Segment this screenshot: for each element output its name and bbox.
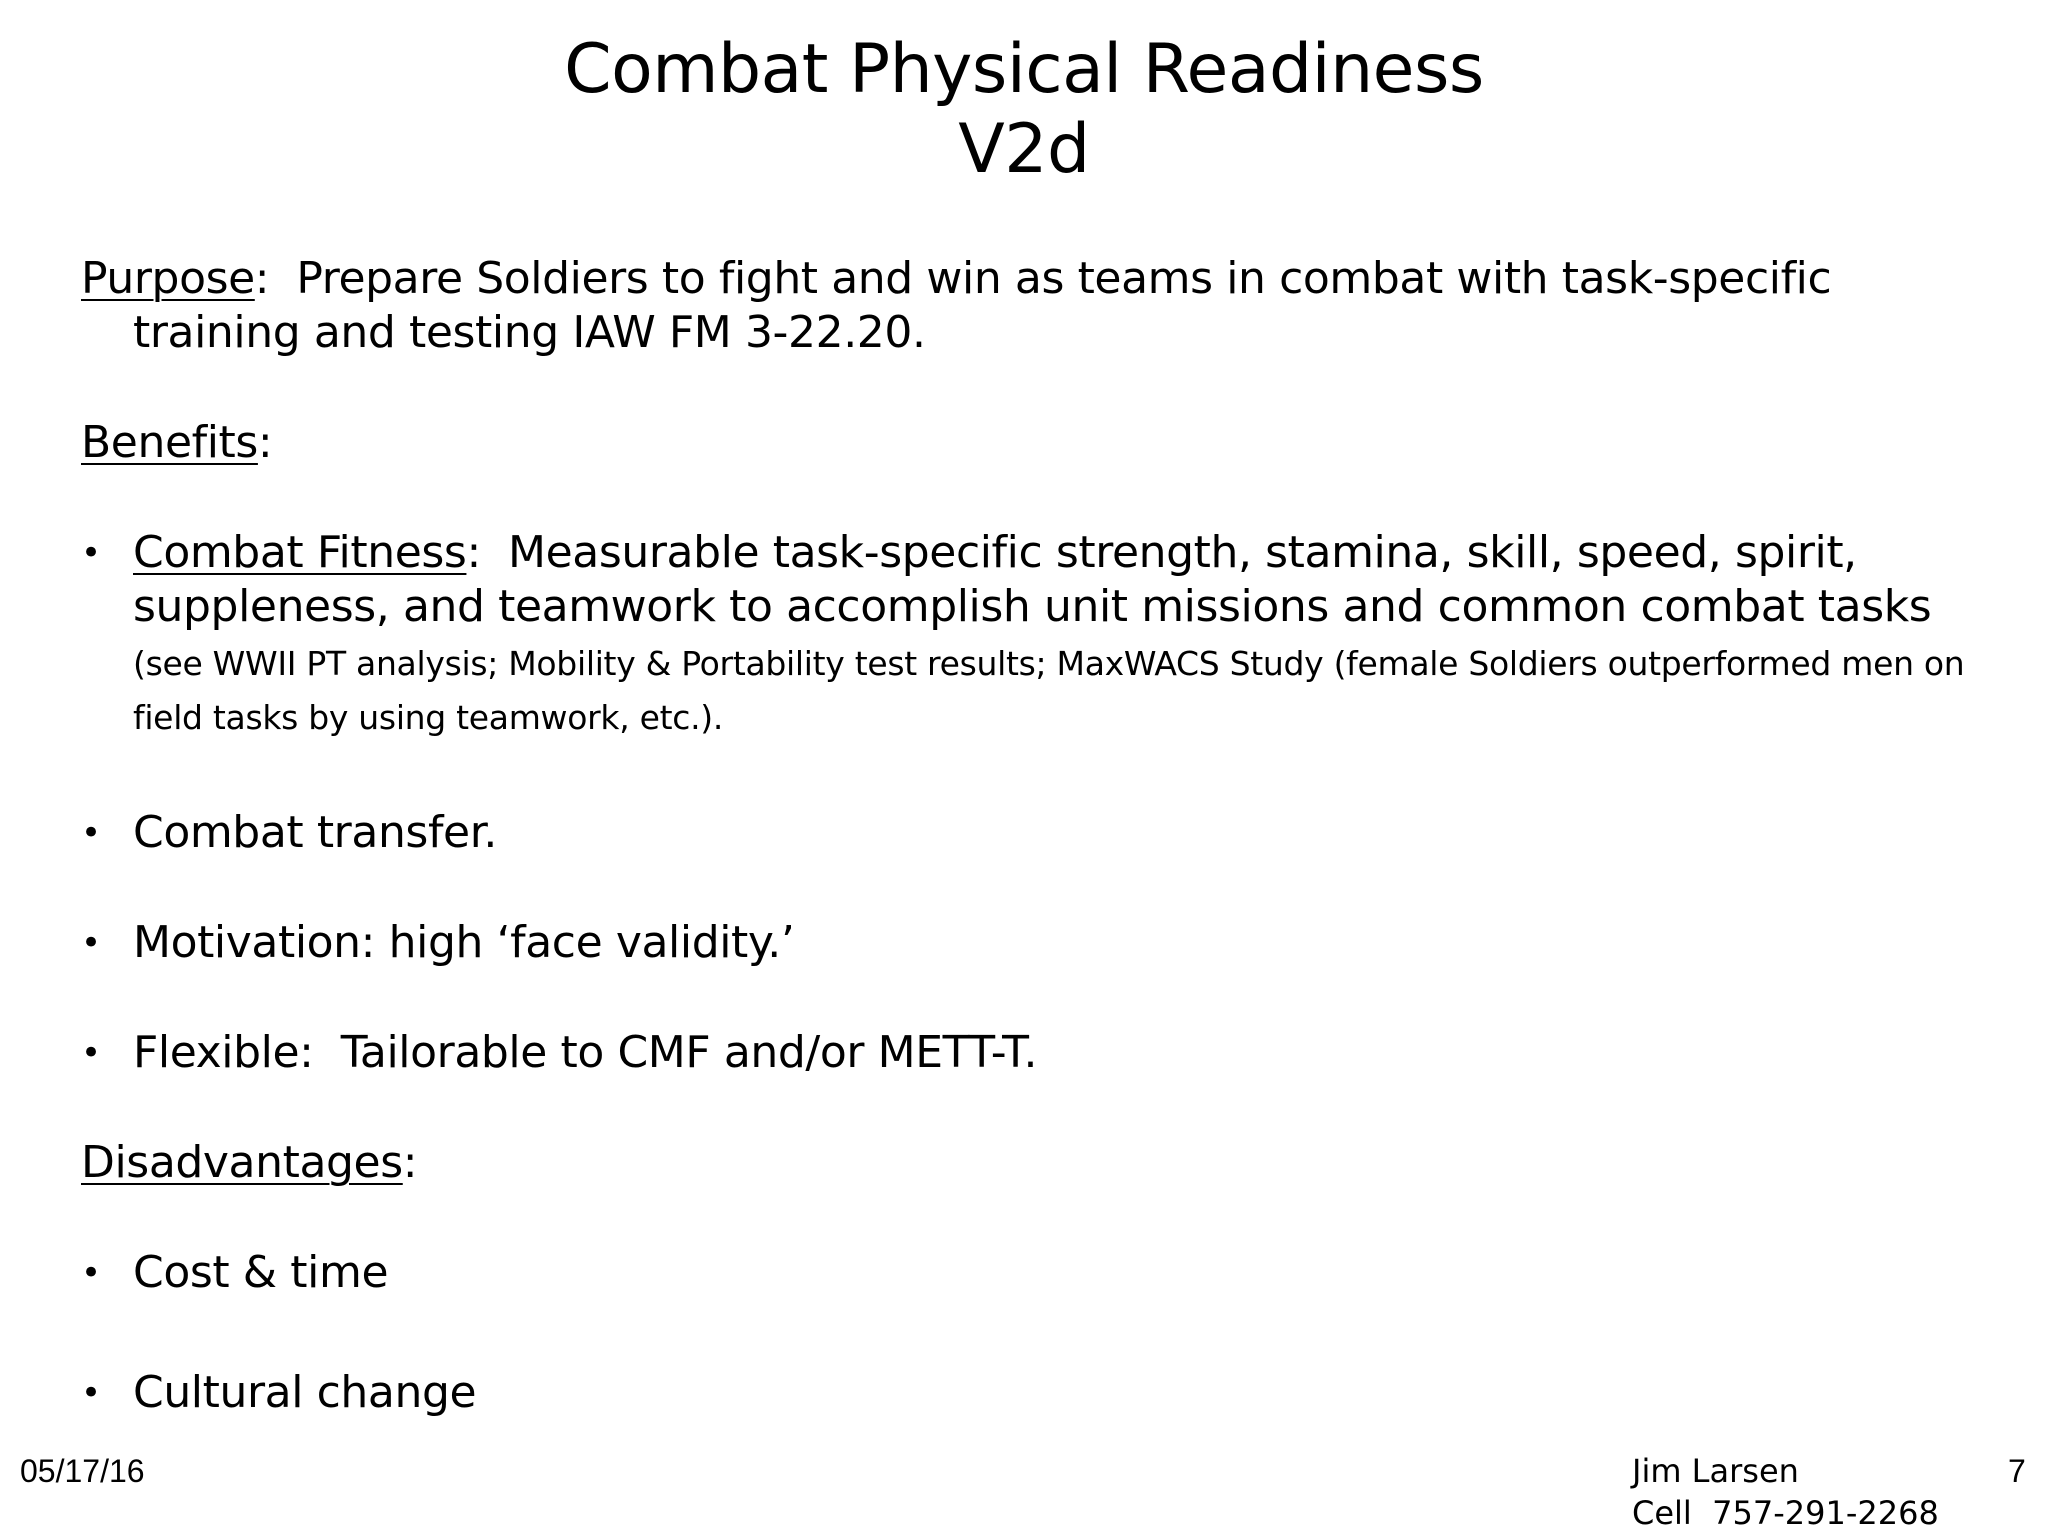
purpose-text: Prepare Soldiers to fight and win as teams in combat with task-specific training and testing IAW FM 3-22.20.	[133, 253, 1845, 358]
title-line-1: Combat Physical Readiness	[564, 30, 1484, 109]
slide-title	[0, 30, 2048, 190]
benefit-item-combat-transfer	[81, 806, 1981, 860]
bullet-icon: •	[81, 923, 101, 963]
author-name: Jim Larsen	[1632, 1452, 1799, 1490]
bullet-icon: •	[81, 1373, 101, 1413]
bullet-icon: •	[81, 1033, 101, 1073]
bullet-icon: •	[81, 533, 101, 573]
combat-fitness-label: Combat Fitness	[133, 527, 467, 578]
benefit-text: Flexible: Tailorable to CMF and/or METT-T.	[133, 1027, 1038, 1078]
disadvantages-heading	[81, 1136, 1981, 1190]
disadvantages-label: Disadvantages	[81, 1137, 403, 1188]
combat-fitness-text: Measurable task-specific strength, stamina, skill, speed, spirit, suppleness, and teamwork to accomplish unit missions and common combat tasks	[133, 527, 1932, 632]
disadvantage-text: Cultural change	[133, 1367, 477, 1418]
bullet-icon: •	[81, 813, 101, 853]
combat-fitness-note: (see WWII PT analysis; Mobility & Portability test results; MaxWACS Study (female Soldiers outperformed men on field tasks by using teamwork, etc.).	[133, 644, 1965, 737]
page-number: 7	[2008, 1453, 2026, 1489]
disadvantage-item-cost	[81, 1246, 1981, 1300]
benefits-heading	[81, 416, 1981, 470]
benefit-item-combat-fitness	[81, 526, 1981, 742]
combat-fitness-colon: :	[466, 527, 481, 578]
disadvantages-colon: :	[402, 1137, 418, 1188]
footer-date: 05/17/16	[20, 1453, 145, 1489]
purpose-colon: :	[254, 253, 270, 304]
benefits-label: Benefits	[81, 417, 258, 468]
benefit-item-motivation	[81, 916, 1981, 970]
disadvantage-item-culture	[81, 1366, 1981, 1420]
slide-body	[81, 252, 1981, 1420]
footer-author	[1632, 1450, 1939, 1534]
purpose-paragraph	[81, 252, 1981, 360]
disadvantage-text: Cost & time	[133, 1247, 389, 1298]
bullet-icon: •	[81, 1253, 101, 1293]
purpose-label: Purpose	[81, 253, 255, 304]
title-line-2: V2d	[958, 110, 1090, 189]
benefit-text: Motivation: high ‘face validity.’	[133, 917, 795, 968]
benefit-item-flexible	[81, 1026, 1981, 1080]
author-phone: Cell 757-291-2268	[1632, 1494, 1939, 1532]
benefit-text: Combat transfer.	[133, 807, 497, 858]
benefits-colon: :	[257, 417, 273, 468]
